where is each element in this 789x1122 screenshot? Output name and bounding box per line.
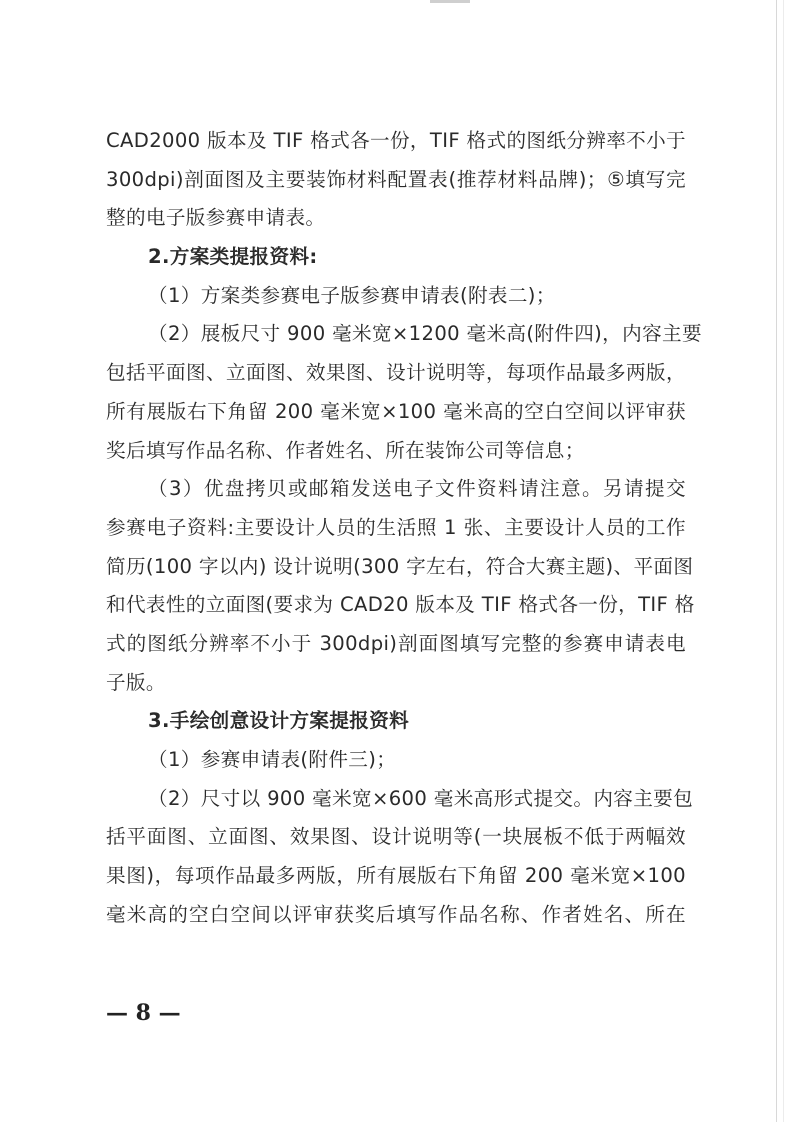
scan-mark	[430, 0, 470, 3]
text-line: （1）参赛申请表(附件三)；	[148, 748, 397, 771]
section-heading: 2.方案类提报资料:	[148, 245, 318, 269]
text-line: （3）优盘拷贝或邮箱发送电子文件资料请注意。另请提交	[148, 477, 686, 501]
text-line: 简历(100 字以内) 设计说明(300 字左右，符合大赛主题)、平面图	[106, 554, 694, 578]
text-line: 包括平面图、立面图、效果图、设计说明等，每项作品最多两版，	[106, 361, 686, 385]
text-line: 括平面图、立面图、效果图、设计说明等(一块展板不低于两幅效	[106, 825, 686, 849]
text-line: 式的图纸分辨率不小于 300dpi)剖面图填写完整的参赛申请表电	[106, 631, 686, 655]
text-line: 毫米高的空白空间以评审获奖后填写作品名称、作者姓名、所在	[106, 902, 686, 926]
page-edge-line	[776, 0, 777, 1122]
text-line: 300dpi)剖面图及主要装饰材料配置表(推荐材料品牌)；⑤填写完	[106, 167, 686, 191]
text-line: 和代表性的立面图(要求为 CAD20 版本及 TIF 格式各一份，TIF 格	[106, 593, 695, 617]
text-line: 奖后填写作品名称、作者姓名、所在装饰公司等信息；	[106, 438, 585, 462]
text-line: （1）方案类参赛电子版参赛申请表(附表二)；	[148, 283, 556, 307]
text-line: CAD2000 版本及 TIF 格式各一份，TIF 格式的图纸分辨率不小于	[106, 129, 686, 152]
text-line: （2）尺寸以 900 毫米宽×600 毫米高形式提交。内容主要包	[148, 786, 694, 810]
text-line: 参赛电子资料:主要设计人员的生活照 1 张、主要设计人员的工作	[106, 515, 686, 539]
section-heading: 3.手绘创意设计方案提报资料	[148, 709, 410, 733]
text-line: 子版。	[106, 670, 166, 694]
document-body	[106, 122, 702, 934]
text-line: （2）展板尺寸 900 毫米宽×1200 毫米高(附件四)，内容主要	[148, 322, 702, 346]
page-edge-line	[783, 0, 784, 1122]
page-number: — 8 —	[106, 1000, 181, 1026]
text-line: 果图)，每项作品最多两版，所有展版右下角留 200 毫米宽×100	[106, 864, 686, 888]
text-line: 所有展版右下角留 200 毫米宽×100 毫米高的空白空间以评审获	[106, 399, 686, 423]
text-line: 整的电子版参赛申请表。	[106, 206, 326, 230]
